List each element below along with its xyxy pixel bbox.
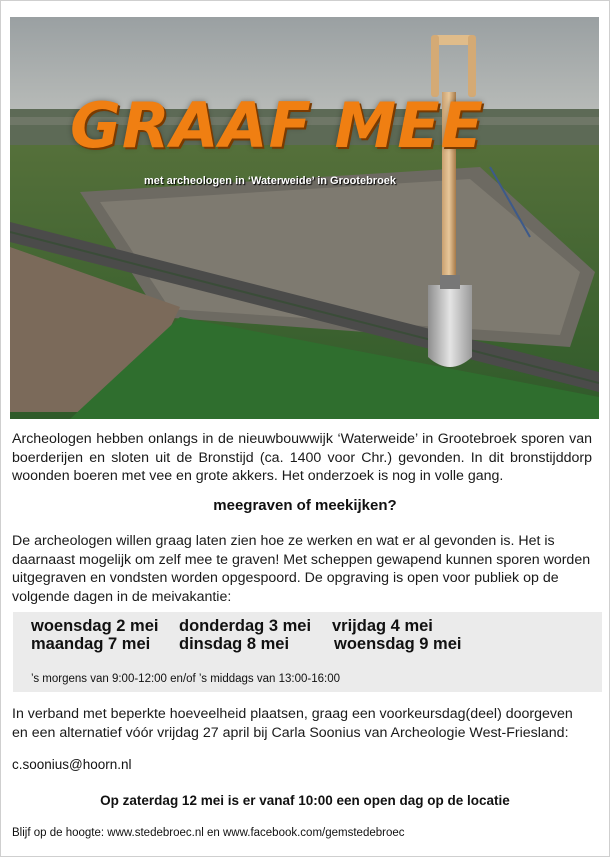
intro-paragraph: Archeologen hebben onlangs in de nieuwbouwwijk ‘Waterweide’ in Grootebroek sporen van boerderijen en sloten uit de Bronstijd (ca. 1400 voor Chr.) gevonden. In dit bronstijddorp woonden boeren met vee en grote akkers. Het onderzoek is nog in volle gang. (12, 431, 592, 484)
date-item: woensdag 2 mei (31, 617, 159, 635)
date-item: woensdag 9 mei (334, 635, 462, 653)
registration-paragraph: In verband met beperkte hoeveelheid plaatsen, graag een voorkeursdag(deel) doorgeven en een alternatief vóór vrijdag 27 april bij Carla Soonius van Archeologie West-Friesland: (12, 706, 573, 741)
date-item: maandag 7 mei (31, 635, 151, 653)
open-day-notice: Op zaterdag 12 mei is er vanaf 10:00 een open dag op de locatie (100, 793, 510, 808)
footer-links: Blijf op de hoogte: www.stedebroec.nl en www.facebook.com/gemstedebroec (12, 827, 405, 839)
aerial-landscape-image (10, 17, 599, 419)
poster-title: GRAAF MEE (70, 89, 484, 162)
date-item: dinsdag 8 mei (179, 635, 290, 653)
dates-box (13, 612, 602, 692)
hero-photo (10, 17, 599, 419)
contact-email: c.soonius@hoorn.nl (12, 757, 132, 772)
body-paragraph: De archeologen willen graag laten zien hoe ze werken en wat er al gevonden is. Het is daarnaast mogelijk om zelf mee te graven! Met scheppen gewapend kunnen sporen worden uitgegraven en vondsten worden opgespoord. De opgraving is open voor publiek op de volgende dagen in de meivakantie: (12, 533, 591, 605)
poster-subtitle: met archeologen in ‘Waterweide’ in Grootebroek (144, 175, 397, 187)
opening-times: ’s morgens van 9:00-12:00 en/of ’s middags van 13:00-16:00 (31, 673, 341, 685)
section-heading: meegraven of meekijken? (213, 497, 397, 514)
date-item: donderdag 3 mei (179, 617, 312, 635)
date-item: vrijdag 4 mei (332, 617, 433, 635)
